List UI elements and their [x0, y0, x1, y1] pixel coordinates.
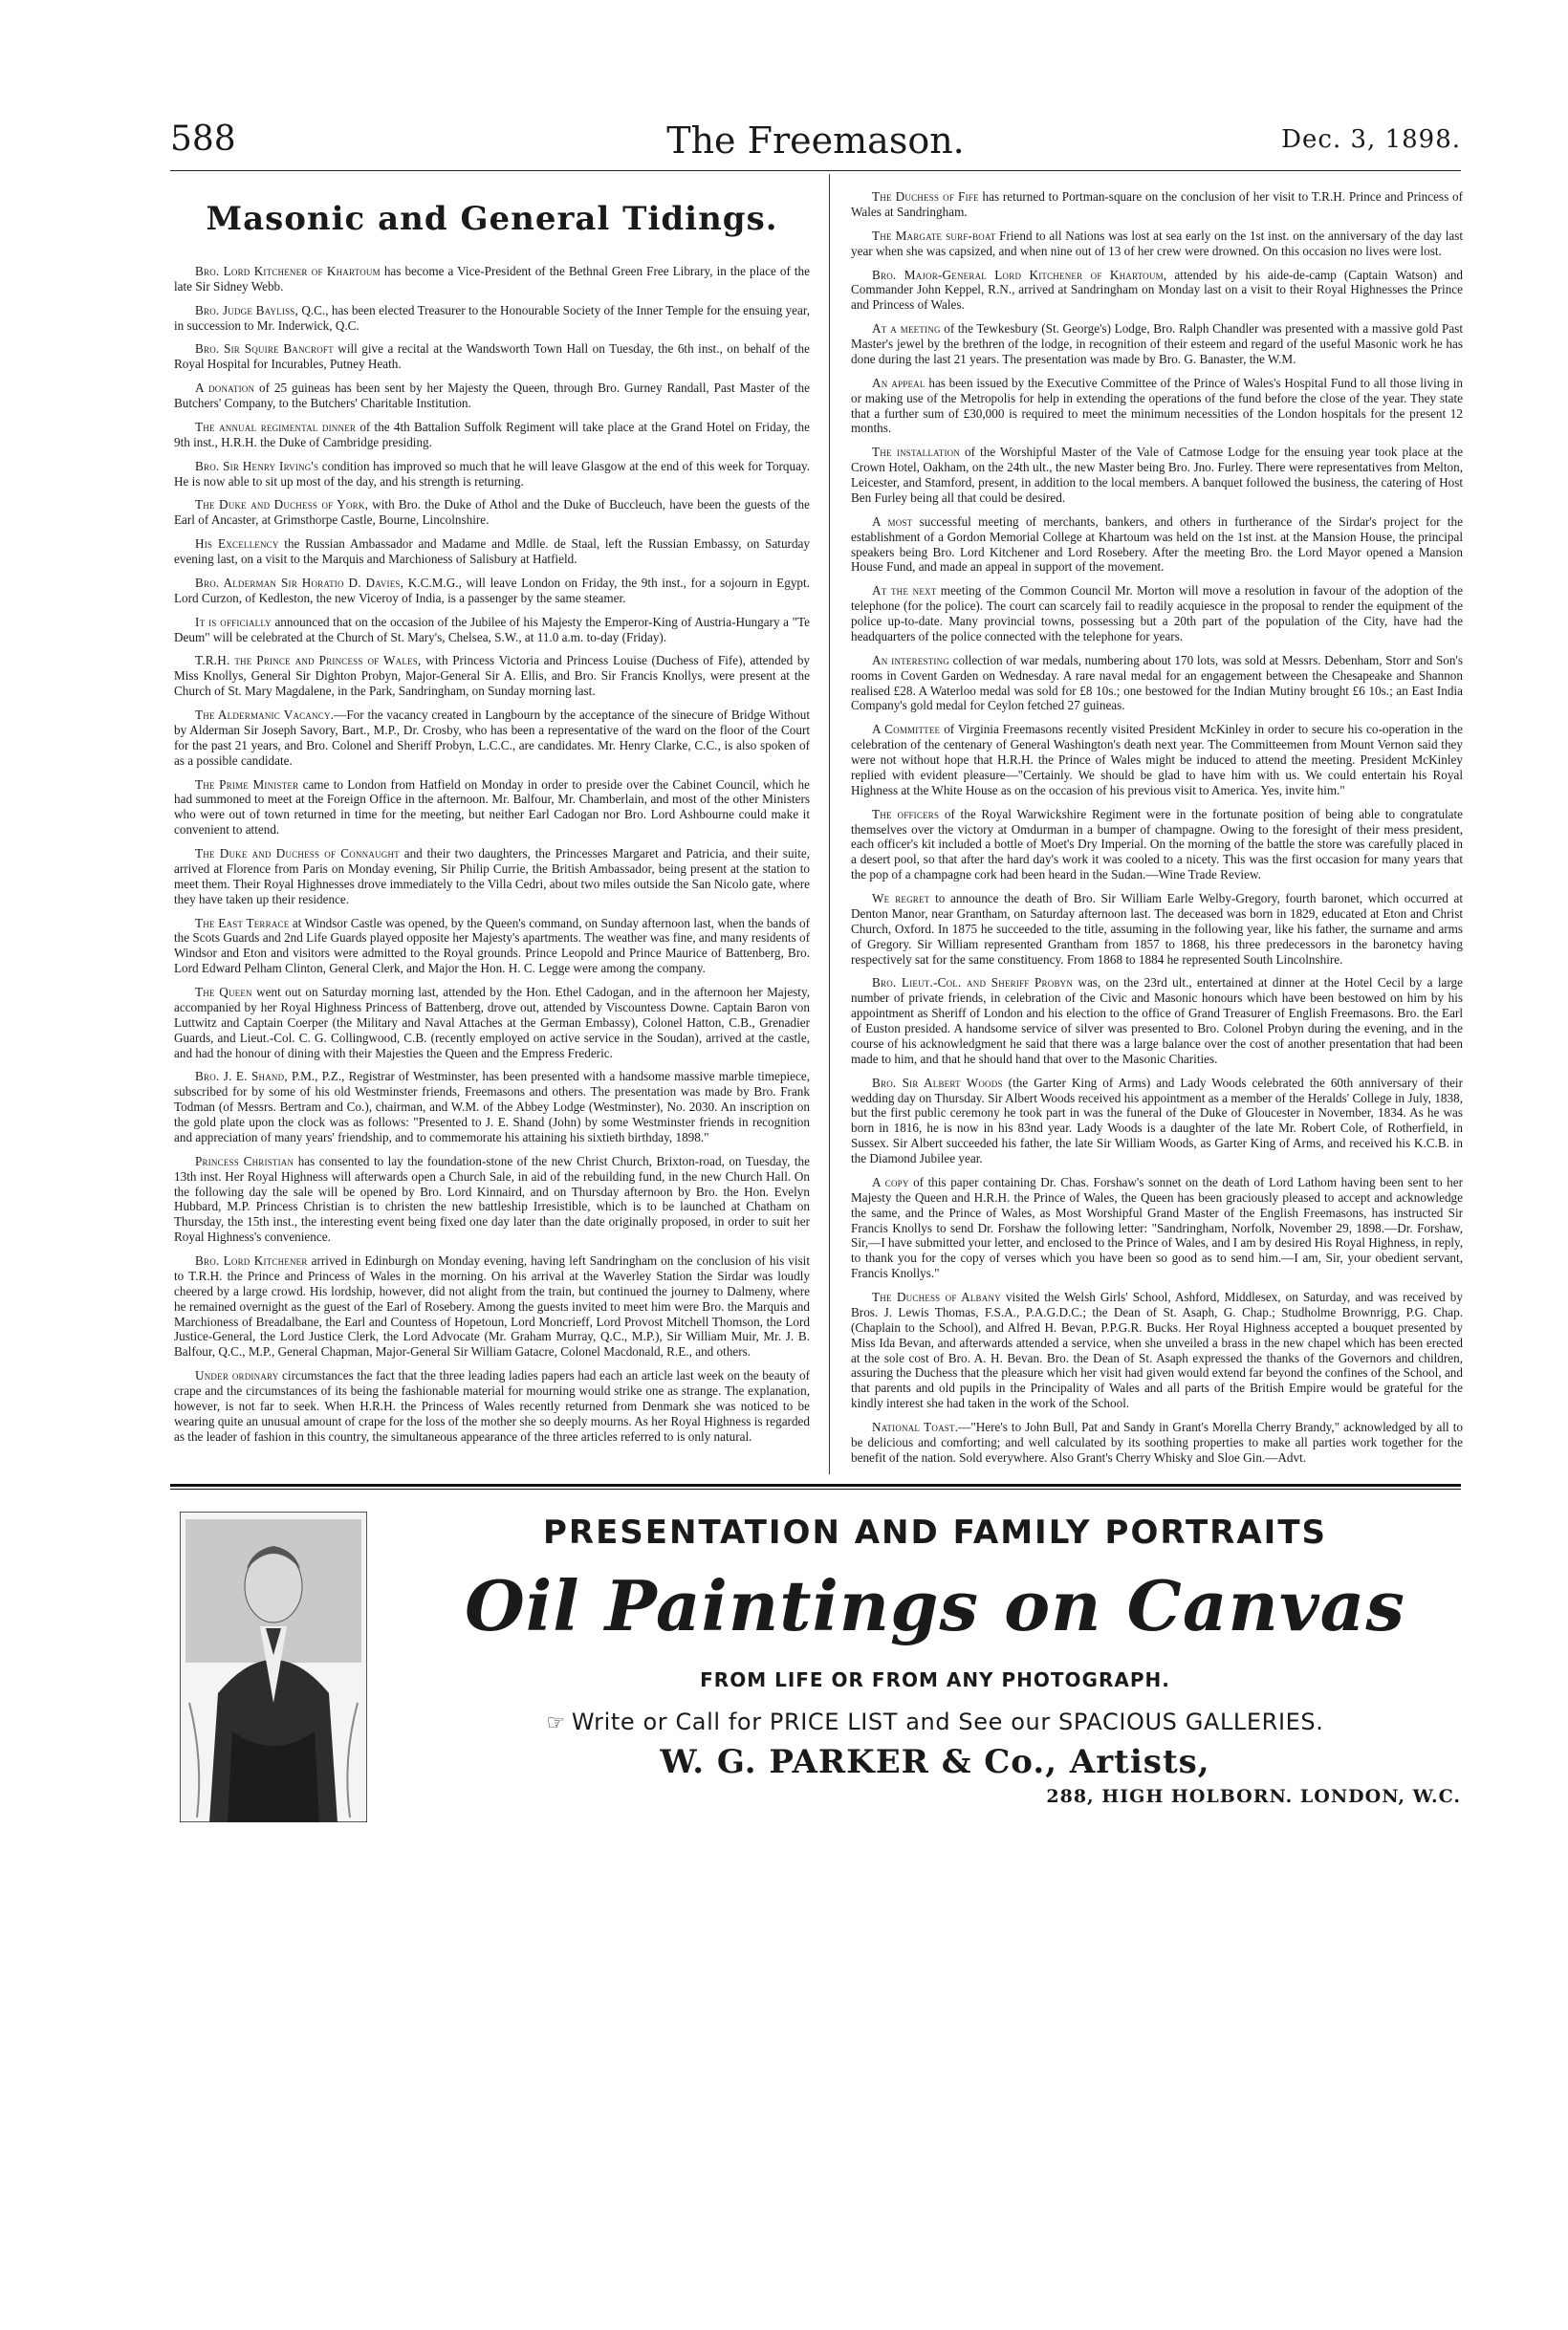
paragraph-body: to announce the death of Bro. Sir William Earle Welby-Gregory, fourth baronet, which occurred at Denton Manor, near Grantham, on Saturday afternoon last. The deceased was born in 1829, educated at Eton and Christ Church, Oxford. In 1875 he succeeded to the title, assuming in the following year, like his father, the surname and arms of Gregory. Sir William represented Grantham from 1857 to 1868, his three predecessors in the baronetcy having respectively sat for the same constituency. From 1868 to 1884 he represented South Lincolnshire. [851, 891, 1463, 967]
advert-call-text: Write or Call for PRICE LIST and See our SPACIOUS GALLERIES. [571, 1709, 1324, 1735]
paragraph-lead: The Margate surf-boat [872, 228, 996, 243]
paragraph-body: announced that on the occasion of the Jubilee of his Majesty the Emperor-King of Austria-Hungary a "Te Deum" will be celebrated at the Church of St. Mary's, Chelsea, S.W., at 11.0 a.m. to-day (Friday). [174, 614, 810, 644]
paragraph-lead: Bro. Judge Bayliss, [195, 302, 298, 317]
paragraph-body: condition has improved so much that he will leave Glasgow at the end of this week for Torquay. He is now able to sit up most of the day, and his strength is returning. [174, 458, 810, 489]
paragraph-lead: A donation [195, 381, 255, 396]
advert-subtitle: FROM LIFE OR FROM ANY PHOTOGRAPH. [700, 1668, 1170, 1691]
paragraph-body: meeting of the Common Council Mr. Morton will move a resolution in favour of the adoption of the telephone (for the police). The court can scarcely fail to readily acquiesce in the proposal to render the equipment of the police up-to-date. Many provincial towns, possessing but a 20th part of the population of the City, have had the headquarters of the police connected with the telephone for years. [851, 583, 1463, 643]
paragraph-body: came to London from Hatfield on Monday in order to preside over the Cabinet Council, which he had summoned to meet at the Foreign Office in the afternoon. Mr. Balfour, Mr. Chamberlain, and most of the other Ministers who were out of town returned in time for the meeting, but neither Earl Cadogan nor Bro. Lord Ashbourne could make it convenient to attend. [174, 776, 810, 838]
news-paragraph [851, 891, 1463, 967]
paragraph-body: of 25 guineas has been sent by her Majesty the Queen, through Bro. Gurney Randall, Past Master of the Butchers' Company, to the Butchers' Charitable Institution. [174, 381, 810, 410]
paragraph-lead: Bro. Sir Henry Irving's [195, 458, 319, 473]
paragraph-lead: Bro. Sir Albert Woods [872, 1075, 1003, 1090]
portrait-advertisement [170, 1506, 1461, 1831]
paragraph-body: arrived in Edinburgh on Monday evening, having left Sandringham on the conclusion of his visit to T.R.H. the Prince and Princess of Wales in the morning. On his arrival at the Waverley Station the Sirdar was loudly cheered by a large crowd. His lordship, however, did not alight from the train, but continued the journey to Dalmeny, where he remained overnight as the guest of the Earl of Rosebery. Among the guests invited to meet him were Bro. the Marquis and Marchioness of Breadalbane, the Earl and Countess of Hopetoun, Lord Moncrieff, Lord Provost Mitchell Thomson, the Lord Justice-General, the Lord Justice Clerk, the Lord Advocate (Mr. Graham Murray, Q.C., M.P.), Sir William Muir, Mr. J. B. Balfour, Q.C., M.P., General Chapman, Major-General Sir William Gatacre, Colonel Macdonald, R.E., and others. [174, 1253, 810, 1360]
news-paragraph [174, 1069, 810, 1144]
paragraph-body: has become a Vice-President of the Bethnal Green Free Library, in the place of the late Sir Sidney Webb. [174, 263, 810, 294]
paragraph-lead: The Duchess of Fife [872, 189, 979, 204]
paragraph-body: circumstances the fact that the three leading ladies papers had each an article last week on the beauty of crape and the circumstances of its being the fashionable material for mourning would strike one as strange. The explanation, however, is not far to seek. When H.R.H. the Princess of Wales recently returned from Denmark she was noticed to be wearing quite an unusual amount of crape for the loss of the mother she so deeply mourns. As her Royal Highness is regarded as the leader of fashion in this country, the simultaneous appearance of the three articles referred to is only natural. [174, 1368, 810, 1444]
news-paragraph [174, 341, 810, 372]
news-paragraph [174, 846, 810, 907]
publication-title: The Freemason. [666, 120, 965, 162]
paragraph-body: has been issued by the Executive Committee of the Prince of Wales's Hospital Fund to all those living in or making use of the Metropolis for help in extending the operations of the fund before the close of the year. They state that a further sum of £30,000 is required to meet the minimum necessities of the London hospitals for the present 12 months. [851, 375, 1463, 436]
paragraph-lead: The officers [872, 806, 940, 821]
masthead-rule [170, 170, 1461, 171]
paragraph-lead: Under ordinary [195, 1368, 279, 1383]
paragraph-lead: Bro. Sir Squire Bancroft [195, 341, 334, 357]
paragraph-body: with Bro. the Duke of Athol and the Duke of Buccleuch, have been the guests of the Earl of Ancaster, at Grimsthorpe Castle, Bourne, Lincolnshire. [174, 497, 810, 528]
paragraph-lead: The Duke and Duchess of Connaught [195, 846, 400, 860]
paragraph-lead: At a meeting [872, 321, 941, 337]
news-paragraph [851, 807, 1463, 882]
portrait-engraving-icon [180, 1512, 367, 1822]
advert-heading: PRESENTATION AND FAMILY PORTRAITS [542, 1513, 1328, 1552]
paragraph-lead: Bro. Lord Kitchener [195, 1253, 308, 1268]
paragraph-lead: Bro. Alderman Sir Horatio D. Davies, [195, 575, 404, 590]
news-paragraph [851, 975, 1463, 1066]
news-paragraph [174, 536, 810, 567]
paragraph-lead: A copy [872, 1174, 909, 1189]
paragraph-lead: Bro. Major-General Lord Kitchener of Khartoum, [872, 267, 1167, 282]
paragraph-lead: The installation [872, 445, 961, 460]
paragraph-body: —"Here's to John Bull, Pat and Sandy in Grant's Morella Cherry Brandy," acknowledged by all to be delicious and comforting; and well calculated by its soothing properties to make all parties work together for the benefit of the nation. Sold everywhere. Also Grant's Cherry Whisky and Sloe Gin.—Advt. [851, 1420, 1463, 1465]
news-paragraph [174, 1368, 810, 1444]
paragraph-lead: Princess Christian [195, 1153, 294, 1168]
paragraph-lead: Bro. J. E. Shand, [195, 1069, 288, 1084]
section-heading: Masonic and General Tidings. [206, 200, 778, 238]
paragraph-body: attended by his aide-de-camp (Captain Watson) and Commander John Keppel, R.N., arrived at Sandringham on Monday last on a visit to their Royal Highnesses the Prince and Princess of Wales. [851, 267, 1464, 313]
paragraph-body: went out on Saturday morning last, attended by the Hon. Ethel Cadogan, and in the afternoon her Majesty, accompanied by her Royal Highness Princess of Battenberg, drove out, attended by Viscountess Downe. Captain Baron von Luttwitz and Captain Coerper (the Military and Naval Attaches at the German Embassy), Colonel Hatton, C.B., Grenadier Guards, and Lieut.-Col. C. G. Collingwood, C.B. (recently employed on active service in the Soudan), arrived at the castle, and had the honour of dining with their Majesties the Queen and the Empress Frederic. [174, 985, 811, 1060]
paragraph-body: Friend to all Nations was lost at sea early on the 1st inst. on the anniversary of the day last year when she was capsized, and when nine out of 13 of her crew were drowned. On this occasion no lives were lost. [851, 228, 1464, 258]
paragraph-lead: An interesting [872, 652, 949, 667]
advert-rule-thick [170, 1484, 1461, 1487]
news-paragraph [851, 1290, 1463, 1411]
paragraph-lead: His Excellency [195, 536, 279, 552]
right-column [851, 189, 1463, 1474]
paragraph-body: has consented to lay the foundation-stone of the new Christ Church, Brixton-road, on Tuesday, the 13th inst. Her Royal Highness will afterwards open a Church Sale, in aid of the rebuilding fund, in the new Church Hall. On the following day the sale will be opened by Bro. Lord Kinnaird, and on Thursday afternoon by Bro. the Hon. Evelyn Hubbard, M.P. Princess Christian is to christen the new battleship Irresistible, which is to be launched at Chatham on Thursday, the 15th inst., the interesting event being fixed one day later than the date originally proposed, in order to suit her Royal Highness's convenience. [174, 1153, 810, 1245]
paragraph-body: at Windsor Castle was opened, by the Queen's command, on Sunday afternoon last, when the bands of the Scots Guards and 2nd Life Guards played opposite her Majesty's apartments. The weather was fine, and many residents of Windsor and Eton and visitors were admitted to the Royal grounds. Prince Leopold and Prince Maurice of Battenberg, Bro. Lord Edward Pelham Clinton, General Clerk, and Major the Hon. H. C. Legge were among the company. [174, 915, 810, 976]
news-paragraph [174, 303, 810, 334]
paragraph-body: (the Garter King of Arms) and Lady Woods celebrated the 60th anniversary of their wedding day on Thursday. Sir Albert Woods received his appointment as a member of the Heralds' College in July, 1838, but the first public ceremony he took part in was the funeral of the Duke of Gloucester in November, 1834. As he was born in 1816, he is now in his 83nd year. Lady Woods is a daughter of the late Mr. Robert Cole, of Rotherfield, in Sussex. Sir Albert succeeded his father, the late Sir William Woods, as Garter King of Arms, and received his K.C.B. in the Diamond Jubilee year. [851, 1075, 1463, 1165]
paragraph-lead: The Queen [195, 985, 252, 999]
paragraph-lead: The annual regimental dinner [195, 419, 357, 434]
news-paragraph [851, 189, 1463, 220]
pointing-hand-icon: ☞ [546, 1711, 566, 1735]
issue-date: Dec. 3, 1898. [1281, 125, 1461, 154]
left-column [174, 191, 810, 1453]
paragraph-lead: We regret [872, 891, 930, 905]
paragraph-body: K.C.M.G., will leave London on Friday, the 9th inst., for a sojourn in Egypt. Lord Curzon, of Kedleston, the new Viceroy of India, is a passenger by the same steamer. [174, 575, 810, 605]
news-paragraph [174, 777, 810, 838]
paragraph-body: has returned to Portman-square on the conclusion of her visit to T.R.H. Prince and Princess of Wales at Sandringham. [851, 189, 1463, 219]
paragraph-body: of the Royal Warwickshire Regiment were in the fortunate position of being able to congratulate themselves over the victory at Omdurman in a bumper of champagne. Owing to the foresight of their mess president, each officer's kit included a bottle of Moet's Dry Imperial. On the morning of the battle the store was carefully placed in a desert pool, so that after the hard day's work it was cooled to a nicety. This was the first occasion for many years that the pop of a champagne cork had been heard in the Sudan.—Wine Trade Review. [851, 806, 1463, 882]
advert-call-to-action [409, 1709, 1461, 1735]
news-paragraph [174, 459, 810, 490]
advert-firm-name: W. G. PARKER & Co., Artists, [660, 1743, 1210, 1781]
column-divider [829, 174, 830, 1474]
paragraph-lead: T.R.H. the Prince and Princess of Wales, [195, 653, 422, 668]
paragraph-lead: Bro. Lieut.-Col. and Sheriff Probyn [872, 975, 1074, 991]
news-paragraph [851, 1420, 1463, 1466]
right-column-paragraphs [851, 189, 1463, 1466]
news-paragraph [174, 420, 810, 450]
masthead [170, 120, 1461, 167]
news-paragraph [174, 653, 810, 699]
paragraph-body: was, on the 23rd ult., entertained at dinner at the Hotel Cecil by a large number of private friends, in celebration of the Civic and Masonic honours which have been bestowed on him by his appointment as Sheriff of London and his election to the office of Grand Treasurer of English Freemasons. Bro. the Earl of Euston presided. A handsome service of silver was presented to Bro. Colonel Probyn during the evening, and in the course of his acknowledgment he said that there was a large balance over the cost of another presentation that had been made to him, and that he should hand that over to the Masonic Charities. [851, 975, 1463, 1066]
paragraph-body: collection of war medals, numbering about 170 lots, was sold at Messrs. Debenham, Storr and Son's rooms in Covent Garden on Wednesday. A rare naval medal for an engagement between the Chesapeake and Shannon realised £28. A Waterloo medal was sold for £8 10s.; one bestowed for the Indian Mutiny brought £6 10s.; an East India Company's gold medal for Ceylon fetched 27 guineas. [851, 652, 1463, 713]
news-paragraph [851, 445, 1463, 506]
paragraph-lead: It is officially [195, 614, 272, 629]
paragraph-lead: At the next [872, 583, 937, 599]
news-paragraph [851, 1076, 1463, 1166]
news-paragraph [174, 264, 810, 294]
paragraph-lead: The Duchess of Albany [872, 1290, 1001, 1304]
paragraph-body: with Princess Victoria and Princess Louise (Duchess of Fife), attended by Miss Knollys, General Sir Dighton Probyn, Major-General Sir A. Ellis, and Bro. Sir Francis Knollys, were present at the Church of St. Mary Magdalene, in the Park, Sandringham, on Sunday morning last. [174, 653, 811, 699]
paragraph-body: of the 4th Battalion Suffolk Regiment will take place at the Grand Hotel on Friday, the 9th inst., H.R.H. the Duke of Cambridge presiding. [174, 419, 810, 449]
left-column-paragraphs [174, 264, 810, 1445]
advert-rule-thin [170, 1489, 1461, 1490]
paragraph-body: and their two daughters, the Princesses Margaret and Patricia, and their suite, arrived at Florence from Paris on Monday evening, Sir Philip Currie, the British Ambassador, being present at the station to meet them. Their Royal Highnesses drove immediately to the Villa Cedri, about two miles outside the San Nicolo gate, where they have taken up their residence. [174, 846, 811, 906]
news-paragraph [851, 376, 1463, 437]
news-paragraph [174, 615, 810, 645]
paragraph-lead: The Prime Minister [195, 776, 299, 792]
paragraph-body: visited the Welsh Girls' School, Ashford, Middlesex, on Saturday, and was received by Bros. J. Lewis Thomas, F.S.A., P.A.G.D.C.; the Dean of St. Asaph, G. Chap.; Studholme Brownrigg, P.G. Chap. (Chaplain to the School), and Alfred H. Bevan, P.P.G.R. Bucks. Her Royal Highness accepted a bouquet presented by Miss Ida Bevan, and afterwards attended a service, when she unveiled a brass in the new chapel which has been erected at the sole cost of Bro. A. H. Bevan. Bro. the Dean of St. Asaph expressed the thanks of the Governors and children, assuring the Duchess that the pleasure which her visit had given would extend far beyond the confines of the School, and that parents and old pupils in the Principality of Wales and all parts of the British Empire would be grateful for the kindly interest she had taken in the work of the School. [851, 1290, 1463, 1411]
news-paragraph [851, 722, 1463, 797]
news-paragraph [851, 583, 1463, 644]
paragraph-body: —For the vacancy created in Langbourn by the acceptance of the sinecure of Bridge Without by Alderman Sir Joseph Savory, Bart., M.P., Dr. Crosby, who has been a representative of the ward on the floor of the Court for the past 21 years, and Bro. Colonel and Sheriff Probyn, L.C.C., are candidates. Mr. Henry Clarke, C.C., is also spoken of as a possible candidate. [174, 708, 810, 768]
news-paragraph [851, 268, 1463, 314]
paragraph-body: of the Worshipful Master of the Vale of Catmose Lodge for the ensuing year took place at the Crown Hotel, Oakham, on the 24th ult., the new Master being Bro. Jno. Furley. There were representatives from Melton, Leicester, and Stamford, present, in addition to the local members. A banquet followed the business, the catering of Host Ben Furley being all that could be desired. [851, 445, 1463, 505]
paragraph-body: of the Tewkesbury (St. George's) Lodge, Bro. Ralph Chandler was presented with a massive gold Past Master's jewel by the brethren of the lodge, in recognition of their esteem and regard of the useful Masonic work he has done during the last 21 years. The presentation was made by Bro. G. Banaster, the W.M. [851, 321, 1463, 366]
paragraph-lead: The Aldermanic Vacancy. [195, 708, 335, 722]
paragraph-lead: The Duke and Duchess of York, [195, 497, 369, 512]
news-paragraph [851, 514, 1463, 576]
news-paragraph [851, 1175, 1463, 1281]
paragraph-body: Q.C., has been elected Treasurer to the Honourable Society of the Inner Temple for the ensuing year, in succession to Mr. Inderwick, Q.C. [174, 302, 810, 333]
paragraph-body: will give a recital at the Wandsworth Town Hall on Tuesday, the 6th inst., on behalf of the Royal Hospital for Incurables, Putney Heath. [174, 341, 810, 372]
news-paragraph [174, 916, 810, 977]
news-paragraph [174, 1154, 810, 1245]
news-paragraph [174, 1253, 810, 1360]
news-paragraph [174, 985, 810, 1060]
page-number: 588 [170, 120, 236, 159]
paragraph-body: P.M., P.Z., Registrar of Westminster, has been presented with a handsome massive marble timepiece, subscribed for by some of his old Westminster friends, Freemasons and others. The presentation was made by Bro. Frank Todman (of Messrs. Bertram and Co.), chairman, and W.M. of the Abbey Lodge (Westminster), No. 2030. An inscription on the gold plate upon the clock was as follows: "Presented to J. E. Shand (John) by some Westminster friends in recognition and appreciation of many years' friendship, and to commemorate his attaining his sixtieth birthday, 1898." [174, 1069, 811, 1144]
paragraph-lead: National Toast. [872, 1420, 959, 1434]
news-paragraph [851, 321, 1463, 367]
paragraph-lead: A most [872, 513, 913, 529]
paragraph-lead: Bro. Lord Kitchener of Khartoum [195, 263, 381, 278]
paragraph-lead: The East Terrace [195, 915, 290, 930]
paragraph-body: of this paper containing Dr. Chas. Forshaw's sonnet on the death of Lord Lathom having been sent to her Majesty the Queen and H.R.H. the Prince of Wales, the Queen has been graciously pleased to accept and acknowledge the same, and the Prince of Wales, as Most Worshipful Grand Master of the English Freemasons, has instructed Sir Francis Knollys to send Dr. Forshaw the following letter: "Sandringham, Norfolk, November 29, 1898.—Dr. Forshaw, Sir,—I have submitted your letter, and enclosed to the Prince of Wales, and I am by desired His Royal Highness, in reply, to thank you for the copy of verses which you have been so good as to send him.—I am, Sir, your obedient servant, Francis Knollys." [851, 1174, 1463, 1281]
news-paragraph [851, 653, 1463, 714]
news-paragraph [174, 576, 810, 606]
advert-address: 288, HIGH HOLBORN. LONDON, W.C. [1046, 1786, 1461, 1807]
news-paragraph [174, 708, 810, 769]
paragraph-body: of Virginia Freemasons recently visited President McKinley in order to secure his co-operation in the celebration of the centenary of General Washington's death next year. The Committeemen from Mount Vernon said they were not without hope that H.R.H. the Prince of Wales might be induced to attend the meeting. President McKinley replied with evident pleasure—"Certainly. We should be glad to have him with us. We could entertain his Royal Highness at the White House as on the occasion of his previous visit to America. Yes, invite him." [851, 722, 1463, 797]
paragraph-lead: An appeal [872, 375, 926, 390]
advert-title: Oil Paintings on Canvas [465, 1565, 1405, 1646]
paragraph-body: successful meeting of merchants, bankers, and others in furtherance of the Sirdar's project for the establishment of a Gordon Memorial College at Khartoum was held on the 1st inst. at the Mansion House, the principal speakers being Bro. Lord Kitchener and Lord Rosebery. After the meeting Bro. the Lord Mayor opened a Mansion House Fund, and made an appeal in support of the movement. [851, 513, 1463, 575]
news-paragraph [174, 381, 810, 411]
paragraph-lead: A Committee [872, 722, 941, 737]
news-paragraph [174, 497, 810, 528]
paragraph-body: the Russian Ambassador and Madame and Mdlle. de Staal, left the Russian Embassy, on Saturday evening last, on a visit to the Marquis and Marchioness of Salisbury at Hatfield. [174, 536, 810, 566]
news-paragraph [851, 229, 1463, 259]
